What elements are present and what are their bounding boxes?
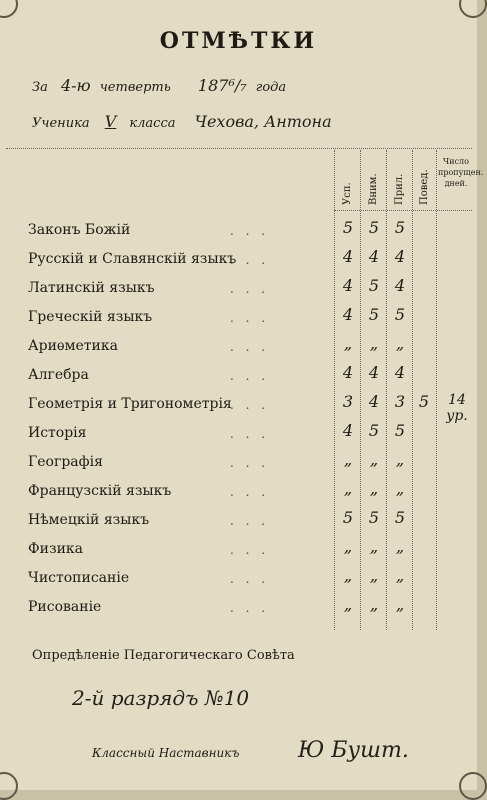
school-year: 187⁶/₇ [197, 76, 247, 95]
mark-attention: 5 [368, 305, 380, 324]
mark-progress: 4 [342, 421, 354, 440]
header-bottom-rule [334, 210, 472, 211]
mark-attention: 5 [368, 218, 380, 237]
mark-attention: 4 [368, 247, 380, 266]
council-label: Опредѣленіе Педагогическаго Совѣта [32, 648, 295, 663]
subject-name: Французскій языкъ [28, 483, 172, 499]
leader-dots: . . . [230, 311, 270, 325]
leader-dots: . . . [230, 456, 270, 470]
col-divider-1 [334, 150, 335, 630]
mark-progress: 5 [342, 218, 354, 237]
leader-dots: . . . [230, 340, 270, 354]
mark-conduct: 5 [418, 392, 430, 411]
col-divider-5 [436, 150, 437, 630]
page-title: ОТМѢТКИ [159, 28, 318, 54]
mark-progress: „ [343, 479, 353, 498]
leader-dots: . . . [230, 543, 270, 557]
quarter-line [32, 76, 286, 95]
subject-name: Ариѳметика [28, 338, 118, 354]
leader-dots: . . . [230, 514, 270, 528]
mark-attention: 5 [368, 276, 380, 295]
mark-progress: 3 [342, 392, 354, 411]
mark-progress: „ [343, 450, 353, 469]
subject-name: Латинскій языкъ [28, 280, 155, 296]
corner-ornament-bottom-right [459, 772, 487, 800]
mark-diligence: „ [395, 479, 405, 498]
leader-dots: . . . [230, 282, 270, 296]
student-line [32, 112, 332, 131]
leader-dots: . . . [230, 427, 270, 441]
mark-diligence: „ [395, 595, 405, 614]
council-decision: 2-й разрядъ №10 [72, 686, 250, 710]
mark-progress: 4 [342, 305, 354, 324]
subject-name: Чистописаніе [28, 570, 130, 586]
corner-ornament-top-left [0, 0, 18, 18]
mark-diligence: 3 [394, 392, 406, 411]
col-header-progress: Усп. [342, 182, 353, 205]
col-divider-2 [360, 150, 361, 630]
mark-attention: 5 [368, 508, 380, 527]
col-header-conduct: Повед. [419, 169, 430, 205]
mark-attention: „ [369, 595, 379, 614]
leader-dots: . . . [230, 398, 270, 412]
teacher-label: Классный Наставникъ [92, 746, 240, 760]
corner-ornament-top-right [459, 0, 487, 18]
col-divider-3 [386, 150, 387, 630]
subject-name: Физика [28, 541, 84, 557]
corner-ornament-bottom-left [0, 772, 18, 800]
mark-diligence: „ [395, 334, 405, 353]
mark-diligence: „ [395, 566, 405, 585]
subject-name: Алгебра [28, 367, 89, 383]
mark-attention: „ [369, 479, 379, 498]
col-header-attention: Вним. [368, 173, 379, 205]
mark-progress: „ [343, 566, 353, 585]
mark-progress: 4 [342, 363, 354, 382]
student-name: Чехова, Антона [194, 112, 332, 131]
col-header-diligence: Прил. [394, 173, 405, 205]
table-top-rule [6, 148, 472, 149]
subject-name: Рисованіе [28, 599, 102, 615]
subject-name: Греческій языкъ [28, 309, 153, 325]
subject-name: Русскій и Славянскій языкъ [28, 251, 237, 267]
mark-progress: 5 [342, 508, 354, 527]
quarter-prefix: За [32, 80, 48, 95]
leader-dots: . . . [230, 601, 270, 615]
mark-progress: „ [343, 537, 353, 556]
mark-diligence: 5 [394, 508, 406, 527]
col-header-absences: Число пропущен. дней. [438, 157, 484, 188]
leader-dots: . . . [230, 485, 270, 499]
subject-name: Исторія [28, 425, 87, 441]
mark-attention: 4 [368, 363, 380, 382]
mark-attention: „ [369, 450, 379, 469]
mark-diligence: 4 [394, 276, 406, 295]
mark-attention: „ [369, 537, 379, 556]
subject-name: Законъ Божій [28, 222, 131, 238]
mark-attention: „ [369, 566, 379, 585]
mark-diligence: „ [395, 450, 405, 469]
leader-dots: . . . [230, 253, 270, 267]
class-word: класса [129, 116, 176, 131]
mark-diligence: 4 [394, 363, 406, 382]
class-number: V [104, 112, 117, 131]
subject-name: Нѣмецкій языкъ [28, 512, 150, 528]
student-prefix: Ученика [32, 116, 90, 131]
subject-name: Географія [28, 454, 103, 470]
mark-progress: 4 [342, 247, 354, 266]
quarter-word: четверть [99, 80, 171, 95]
leader-dots: . . . [230, 369, 270, 383]
absence-count: 14 ур. [446, 392, 468, 424]
mark-diligence: 5 [394, 218, 406, 237]
mark-progress: „ [343, 595, 353, 614]
teacher-signature: Ю Бушт. [298, 738, 409, 763]
subject-name: Геометрія и Тригонометрія [28, 396, 232, 412]
mark-attention: „ [369, 334, 379, 353]
mark-diligence: 5 [394, 305, 406, 324]
mark-progress: 4 [342, 276, 354, 295]
mark-diligence: „ [395, 537, 405, 556]
year-suffix: года [255, 80, 287, 95]
mark-attention: 4 [368, 392, 380, 411]
mark-diligence: 5 [394, 421, 406, 440]
mark-diligence: 4 [394, 247, 406, 266]
leader-dots: . . . [230, 572, 270, 586]
mark-progress: „ [343, 334, 353, 353]
col-divider-4 [412, 150, 413, 630]
leader-dots: . . . [230, 224, 270, 238]
quarter-number: 4-ю [60, 76, 91, 95]
mark-attention: 5 [368, 421, 380, 440]
